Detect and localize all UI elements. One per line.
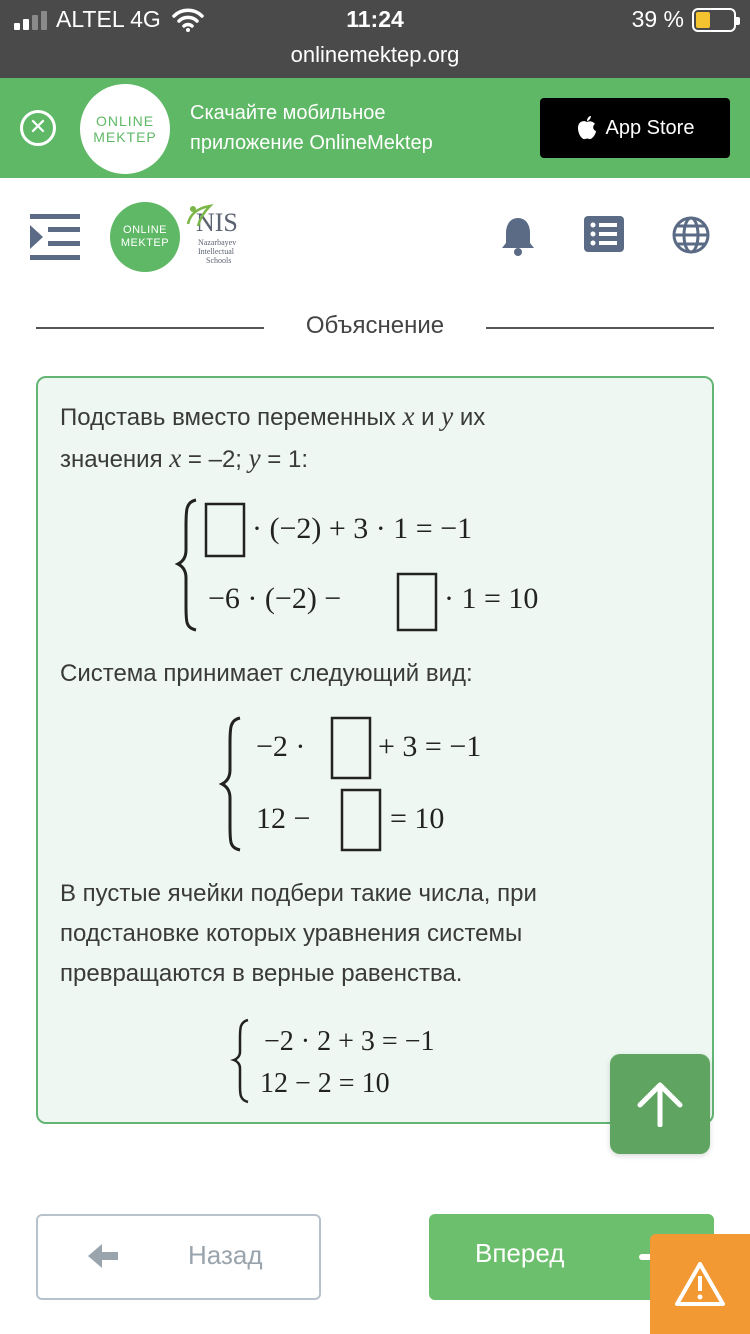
globe-icon[interactable] bbox=[672, 216, 710, 254]
report-problem-button[interactable] bbox=[650, 1234, 750, 1334]
blank-cell bbox=[342, 790, 380, 850]
equation-line: · (−2) + 3 · 1 = −1 bbox=[252, 512, 473, 545]
explanation-intro: Подставь вместо переменных x и y их значения x = –2; y = 1: bbox=[60, 401, 486, 473]
equation-line: + 3 = −1 bbox=[378, 730, 482, 763]
equation-line: = 10 bbox=[390, 802, 445, 835]
arrow-up-icon bbox=[634, 1081, 686, 1127]
menu-icon[interactable] bbox=[30, 214, 80, 260]
bell-icon[interactable] bbox=[500, 216, 536, 256]
equation-line: 12 − bbox=[256, 802, 311, 835]
scroll-to-top-button[interactable] bbox=[610, 1054, 710, 1154]
back-button-label: Назад bbox=[188, 1240, 263, 1270]
onlinemektep-brand-logo[interactable]: ONLINE MEKTEP bbox=[110, 202, 180, 272]
system-brace bbox=[234, 1020, 248, 1102]
blank-cell bbox=[332, 718, 370, 778]
equation-line: −6 · (−2) − bbox=[208, 582, 342, 615]
banner-text: Скачайте мобильное приложение OnlineMektep bbox=[190, 102, 433, 154]
hint-text: В пустые ячейки подбери такие числа, при подстановке которых уравнения системы превращаются в верные равенства. bbox=[60, 880, 537, 987]
system-brace bbox=[178, 500, 196, 630]
status-bar bbox=[0, 0, 750, 78]
battery-percent: 39 % bbox=[631, 6, 684, 32]
equation-system-2 bbox=[222, 716, 542, 854]
close-banner-button[interactable]: ✕ bbox=[20, 110, 56, 146]
explanation-card bbox=[36, 376, 714, 1124]
divider-line-right bbox=[486, 327, 714, 329]
battery-icon bbox=[692, 8, 736, 32]
list-icon[interactable] bbox=[584, 216, 624, 252]
equation-line: −2 · bbox=[256, 730, 306, 763]
arrow-left-icon bbox=[88, 1242, 120, 1270]
url-bar[interactable]: onlinemektep.org bbox=[290, 42, 460, 67]
system-brace bbox=[222, 718, 240, 850]
blank-cell bbox=[398, 574, 436, 630]
site-header bbox=[0, 178, 750, 298]
back-button[interactable] bbox=[36, 1214, 321, 1300]
equation-system-3 bbox=[234, 1018, 534, 1104]
clock: 11:24 bbox=[346, 6, 404, 32]
equation-line: · 1 = 10 bbox=[444, 582, 539, 615]
next-button-label: Вперед bbox=[475, 1238, 565, 1268]
equation-line: −2 · 2 + 3 = −1 bbox=[264, 1026, 435, 1057]
battery-fill bbox=[696, 12, 710, 28]
app-download-banner bbox=[0, 78, 750, 178]
app-store-button[interactable]: App Store bbox=[540, 98, 730, 158]
equation-line: 12 − 2 = 10 bbox=[260, 1068, 390, 1099]
section-title: Объяснение bbox=[305, 312, 445, 339]
warning-icon bbox=[674, 1261, 726, 1307]
equation-system-1 bbox=[178, 496, 578, 636]
apple-icon bbox=[576, 115, 598, 141]
nis-leaf-icon bbox=[184, 204, 214, 228]
section-divider bbox=[36, 310, 714, 346]
blank-cell bbox=[206, 504, 244, 556]
carrier-label: ALTEL 4G bbox=[56, 6, 161, 32]
system-intro-text: Система принимает следующий вид: bbox=[60, 660, 473, 687]
onlinemektep-logo: ONLINE MEKTEP bbox=[80, 84, 170, 174]
nis-logo: NIS Nazarbayev Intellectual Schools bbox=[186, 208, 238, 265]
